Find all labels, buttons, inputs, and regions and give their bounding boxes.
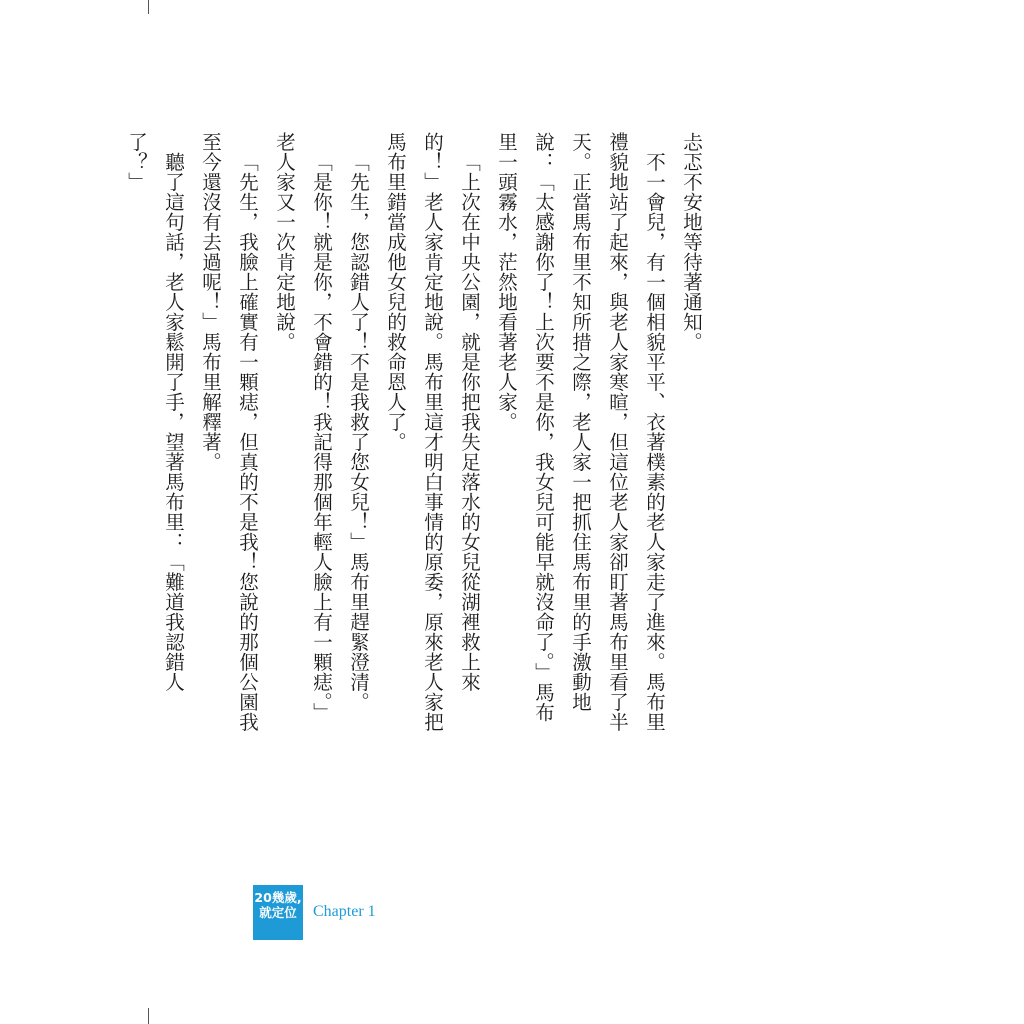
paragraph: 聽了這句話，老人家鬆開了手，望著馬布里：「難道我認錯人了？」 (125, 132, 185, 692)
vertical-text-body (125, 132, 710, 732)
paragraph: 忐忑不安地等待著通知。 (680, 132, 703, 352)
paragraph: 不一會兒，有一個相貌平平、衣著樸素的老人家走了進來。馬布里禮貌地站了起來，與老人家寒暄，但這位老人家卻盯著馬布里看了半天。正當馬布里不知所措之際，老人家一把抓住馬布里的手激動地說：「太感謝你了！上次要不是你，我女兒可能早就沒命了。」馬布里一頭霧水，茫然地看著老人家。 (495, 132, 666, 732)
crop-mark-bottom (148, 1008, 149, 1024)
crop-mark-top (148, 0, 149, 14)
paragraph: 「上次在中央公園，就是你把我失足落水的女兒從湖裡救上來的！」老人家肯定地說。馬布里這才明白事情的原委，原來老人家把馬布里錯當成他女兒的救命恩人了。 (384, 132, 481, 732)
paragraph: 「是你！就是你，不會錯的！我記得那個年輕人臉上有一顆痣。」老人家又一次肯定地說。 (273, 132, 333, 722)
paragraph: 「先生，您認錯人了！不是我救了您女兒！」馬布里趕緊澄清。 (347, 151, 370, 712)
book-series-tab (253, 885, 303, 940)
chapter-label: Chapter 1 (313, 903, 376, 920)
book-series-line2: 就定位 (259, 905, 297, 920)
book-series-line1: 20幾歲, (254, 890, 302, 905)
paragraph: 「先生，我臉上確實有一顆痣，但真的不是我！您說的那個公園我至今還沒有去過呢！」馬布里解釋著。 (199, 132, 259, 732)
